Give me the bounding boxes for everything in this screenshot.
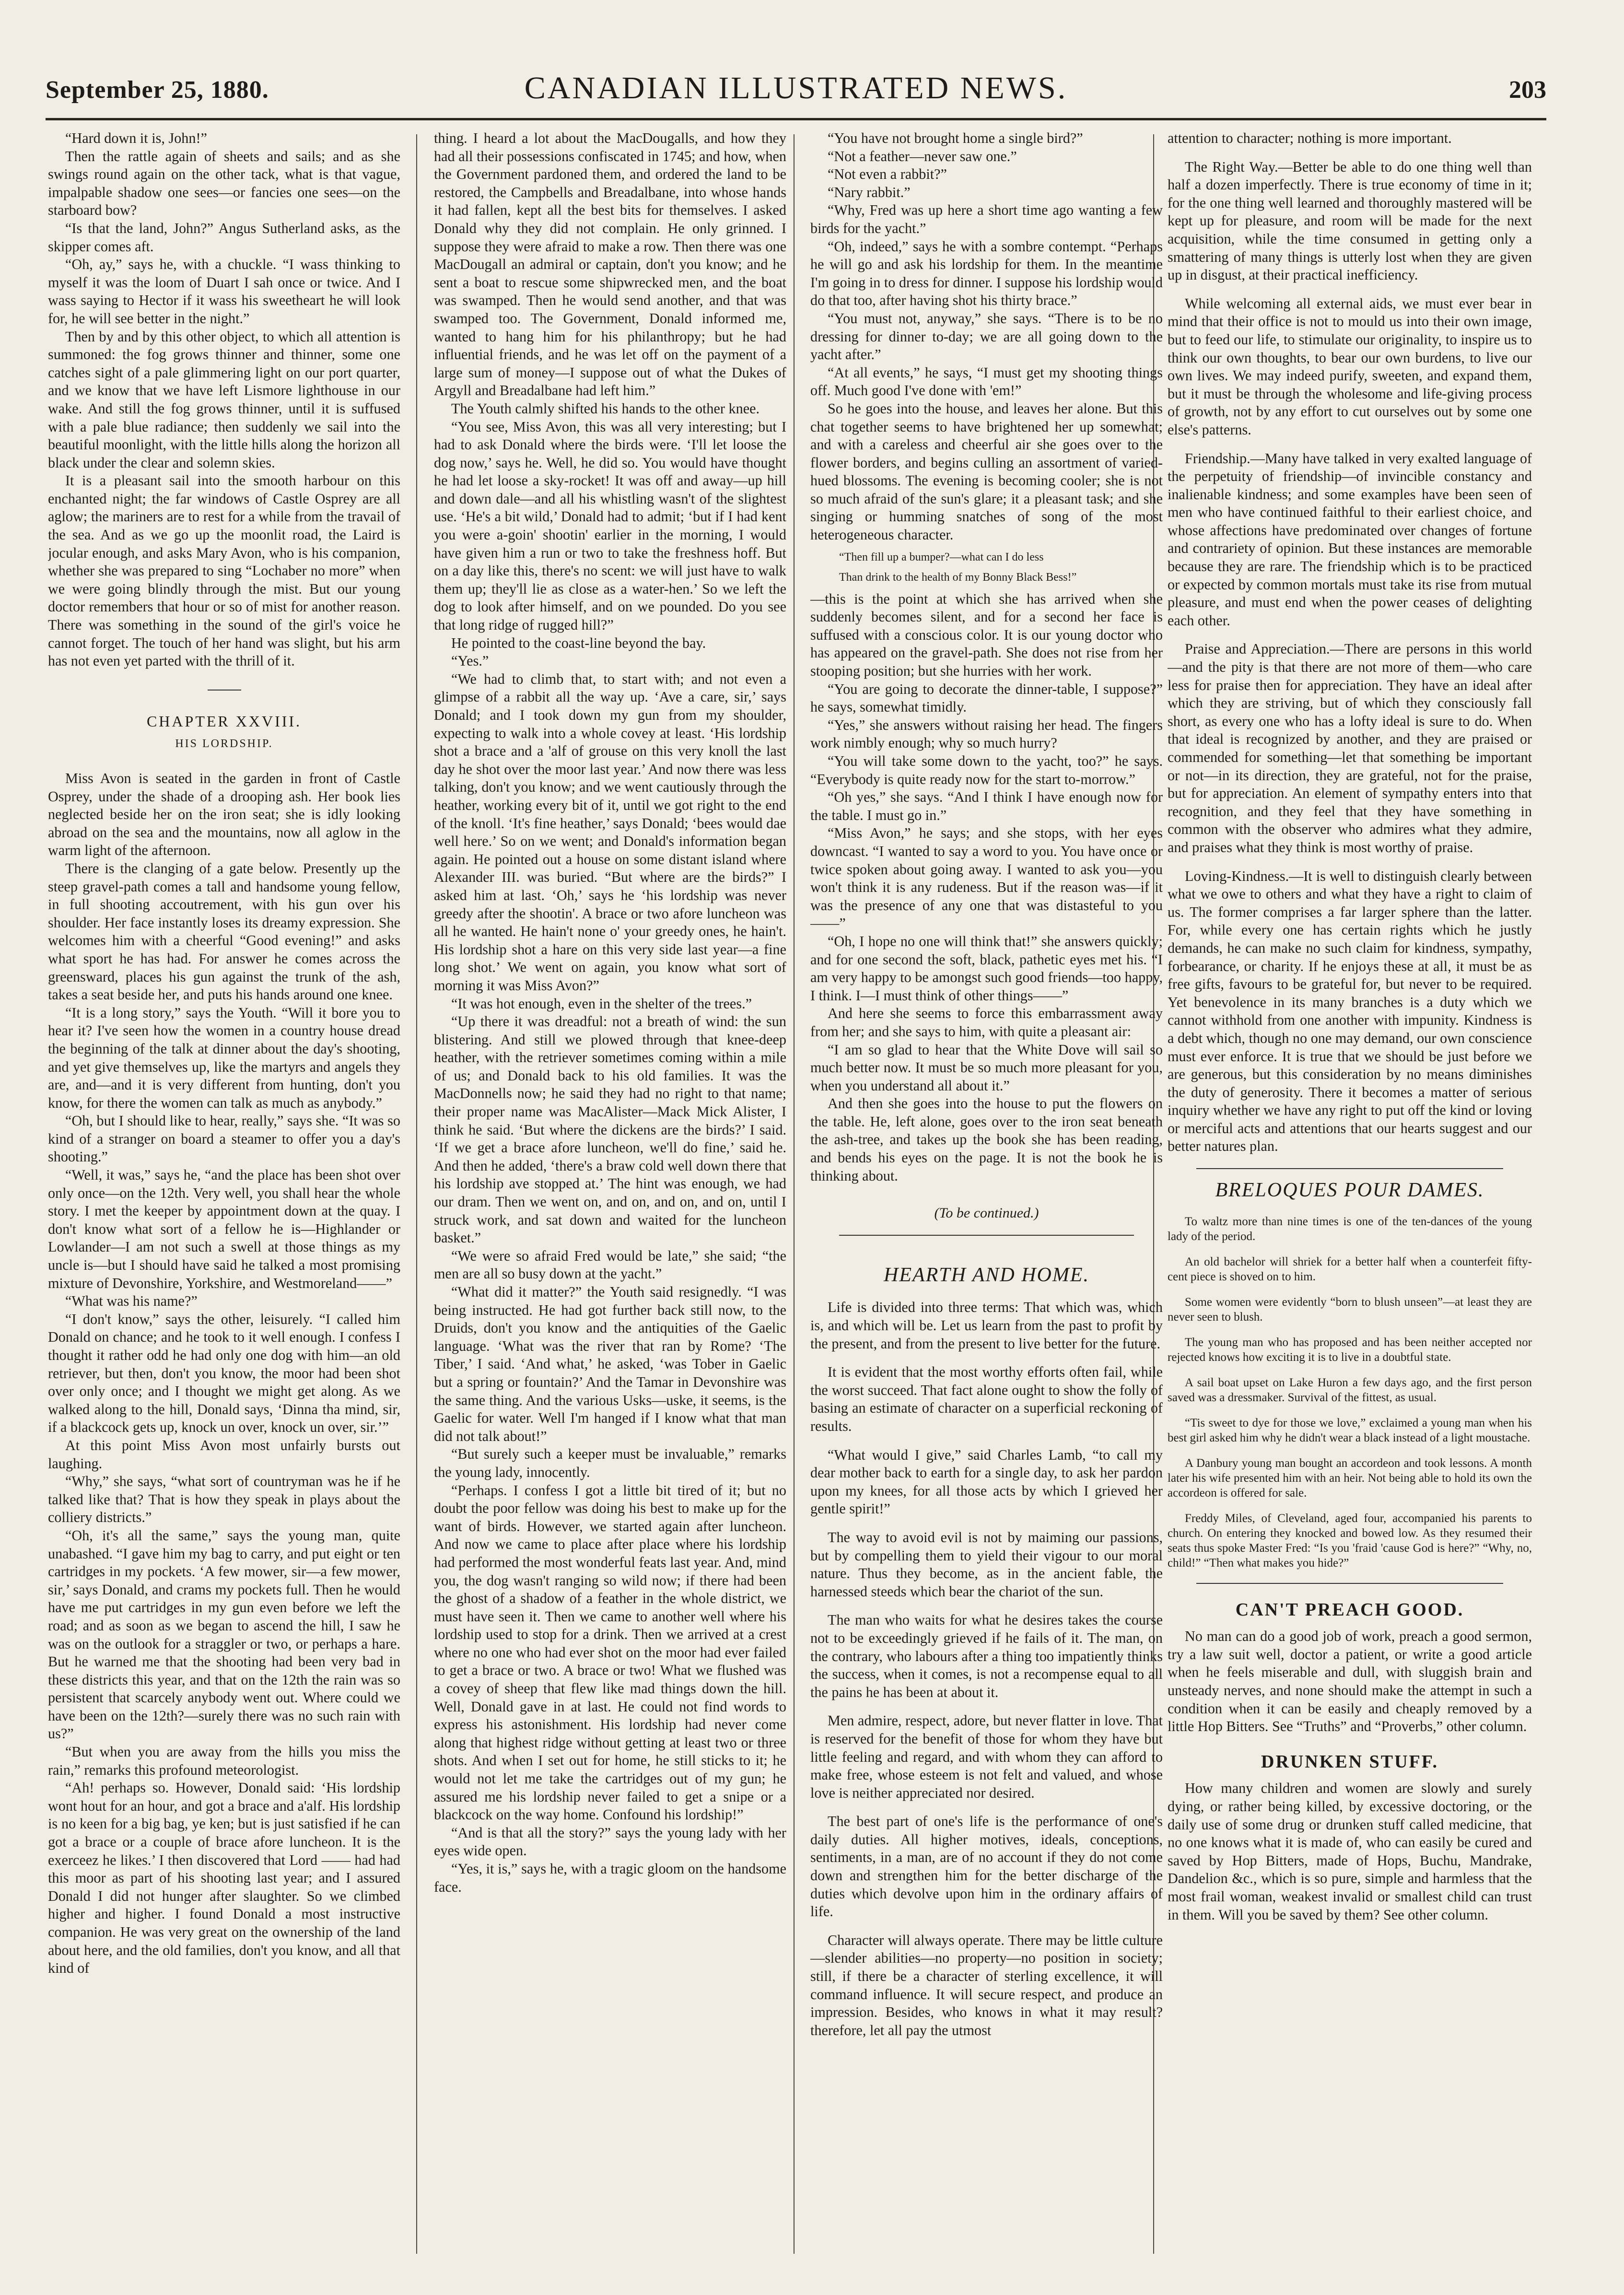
paragraph: “Yes.” [451, 653, 489, 669]
paragraph: The man who waits for what he desires takes the course not to be exceedingly grieved if he fails of it. The man, on the contrary, who labours after a thing too impatiently thinks the success, when it comes, is not a recompense equal to all the pains he has been at about it. [810, 1612, 1163, 1700]
paragraph: “We had to climb that, to start with; and not even a glimpse of a rabbit all the way up. ‘Ave a care, sir,’ says Donald; and I took down my gun from my shoulder, expecting to walk into a whole covey at least. ‘His lordship shot a brace and a 'alf of grouse on this very knoll the last day he shot over the moor last year.’ And now there was less talking, don't you know; and we went cautiously through the heather, working every bit of it, until we got right to the end of the knoll. ‘It's fine heather,’ says Donald; ‘bees would dae well here.’ So on we went; and Donald's information began again. He pointed out a house on some distant island where Alexander III. was buried. “But where are the birds?” I asked him at last. ‘Oh,’ says he ‘his lordship was never greedy after the shootin'. A brace or two afore luncheon was all he wanted. He hain't none o' your greedy ones, he hain't. His lordship shot a hare on this very side last year—a fine long shot.’ We went on again, you know what sort of morning it was Miss Avon?” [434, 670, 786, 994]
paragraph: “You must not, anyway,” she says. “There is to be no dressing for dinner to-day; we are all going down to the yacht after.” [810, 310, 1163, 363]
section-heading-cant-preach-good: CAN'T PREACH GOOD. [1235, 1599, 1464, 1620]
paragraph: A sail boat upset on Lake Huron a few days ago, and the first person saved was a dressmaker. Survival of the fittest, as usual. [1168, 1376, 1532, 1404]
chapter-subheading: HIS LORDSHIP. [175, 738, 273, 750]
paragraph: The way to avoid evil is not by maiming our passions, but by compelling them to yield their vigour to our moral nature. Thus they become, as in the ancient fable, the harnessed steeds which bear the chariot of the sun. [810, 1529, 1163, 1600]
paragraph: Then by and by this other object, to which all attention is summoned: the fog grows thinner and thinner, some one catches sight of a pale glimmering light on our port quarter, and we know that we have left Lismore lighthouse in our wake. And still the fog grows thinner, until it is suffused with a pale blue radiance; then suddenly we sail into the beautiful moonlight, with the little hills along the horizon all black under the clear and solemn skies. [48, 328, 400, 471]
paragraph: “Why,” she says, “what sort of countryman was he if he talked like that? That is how they speak in plays about the colliery districts.” [48, 1473, 400, 1526]
paragraph: “Oh, indeed,” says he with a sombre contempt. “Perhaps he will go and ask his lordship for them. In the meantime I'm going in to dress for dinner. I suppose his lordship would do that too, after having shot his thirty brace.” [810, 238, 1163, 309]
column-divider [416, 134, 417, 2254]
paragraph: “But surely such a keeper must be invaluable,” remarks the young lady, innocently. [434, 1446, 786, 1480]
paragraph: “Tis sweet to dye for those we love,” exclaimed a young man when his best girl asked him why he didn't wear a black instead of a light moustache. [1168, 1416, 1532, 1444]
paragraph: The best part of one's life is the performance of one's daily duties. All higher motives, ideals, conceptions, sentiments, in a man, are of no account if they do not come down and strengthen him for the better discharge of the duties which devolve upon him in the ordinary affairs of life. [810, 1813, 1163, 1920]
section-heading-hearth-and-home: HEARTH AND HOME. [883, 1264, 1090, 1286]
paragraph: Men admire, respect, adore, but never flatter in love. That is reserved for the benefit of those for whom they have but little feeling and regard, and with whom they can afford to make free, whose esteem is not felt and valued, and whose love is neither appreciated nor desired. [810, 1712, 1163, 1801]
page-number: 203 [1509, 76, 1546, 104]
paragraph: thing. I heard a lot about the MacDougalls, and how they had all their possessions confiscated in 1745; and how, when the Government pardoned them, and ordered the land to be restored, the Campbells and Breadalbane, into whose hands it had fallen, kept all the best bits for themselves. I asked Donald why they did not complain. He only grinned. I suppose they were afraid to make a row. Then there was one MacDougall an admiral or captain, don't you know; and he sent a boat to rescue some shipwrecked men, and the boat was swamped. Then he would send another, and that was swamped too. The Government, Donald informed me, wanted to hang him for his philanthropy; but he had influential friends, and he was let off on the payment of a large sum of money—I suppose out of what the Dukes of Argyll and Breadalbane had left him.” [434, 130, 786, 399]
paragraph: “Not a feather—never saw one.” [828, 148, 1017, 164]
paragraph: “Miss Avon,” he says; and she stops, with her eyes downcast. “I wanted to say a word to you. You have once or twice spoken about going away. I wanted to ask you—you won't think it is any rudeness. But if the reason was—if it was the presence of any one that was distasteful to you——” [810, 825, 1163, 932]
newspaper-title: CANADIAN ILLUSTRATED NEWS. [524, 70, 1068, 105]
paragraph: To waltz more than nine times is one of the ten-dances of the young lady of the period. [1168, 1215, 1532, 1243]
paragraph: “Oh, ay,” says he, with a chuckle. “I wass thinking to myself it was the loom of Duart I sah once or twice. And I wass saying to Hector if it wass his sweetheart he will look for, he will see better in the night.” [48, 256, 400, 327]
paragraph: Then the rattle again of sheets and sails; and as she swings round again on the other tack, what is that vague, impalpable shadow one sees—or fancies one sees—on the starboard bow? [48, 148, 400, 219]
paragraph: “And is that all the story?” says the young lady with her eyes wide open. [434, 1824, 786, 1859]
paragraph: While welcoming all external aids, we must ever bear in mind that their office is not to mould us into their own image, but to feed our life, to stimulate our originality, to inspire us to think our own thoughts, to bear our own burdens, to live our own lives. We may indeed purify, sweeten, and expand them, but it must be through the wholesome and life-giving process of growth, not by any effort to cut ourselves out by some one else's patterns. [1168, 295, 1532, 438]
paragraph: “Is that the land, John?” Angus Sutherland asks, as the skipper comes aft. [48, 220, 400, 255]
paragraph: A Danbury young man bought an accordeon and took lessons. A month later his wife presented him with an heir. Not being able to hold its own the accordeon is offered for sale. [1168, 1456, 1532, 1499]
issue-date: September 25, 1880. [46, 76, 269, 104]
paragraph: He pointed to the coast-line beyond the bay. [451, 634, 706, 651]
column-4 [1168, 129, 1532, 2259]
paragraph: Freddy Miles, of Cleveland, aged four, accompanied his parents to church. On entering they knocked and bowed low. As they resumed their seats thus spoke Master Fred: “Is you 'fraid 'cause God is here?” “Why, no, child!” “Then what makes you hide?” [1168, 1511, 1532, 1569]
paragraph: Life is divided into three terms: That which was, which is, and which will be. Let us learn from the past to profit by the present, and from the present to live better for the future. [810, 1299, 1163, 1352]
paragraph: Loving-Kindness.—It is well to distinguish clearly between what we owe to others and what they have a right to claim of us. The former comprises a far larger sphere than the latter. For, while every one has certain rights which he justly demands, he can make no such claim for kindness, sympathy, forbearance, or charity. If he enjoys these at all, it must be as free gifts, favours to be grateful for, but never to be required. Yet benevolence in its many branches is a duty which we cannot withhold from one another with impunity. Kindness is a debt which, though no one may demand, our own conscience must ever enforce. It is true that we should be just before we are generous, but this consideration by no means diminishes the duty of generosity. There it becomes a matter of serious inquiry whether we have any right to put off the kind or loving or merciful acts and attentions that our hearts suggest and our better natures plan. [1168, 867, 1532, 1155]
paragraph: “I am so glad to hear that the White Dove will sail so much better now. It must be so much more pleasant for you, when you understand all about it.” [810, 1041, 1163, 1094]
section-heading-drunken-stuff: DRUNKEN STUFF. [1261, 1751, 1438, 1772]
paragraph: “What would I give,” said Charles Lamb, “to call my dear mother back to earth for a single day, to ask her pardon upon my knees, for all those acts by which I grieved her gentle spirit!” [810, 1446, 1163, 1517]
paragraph: At this point Miss Avon most unfairly bursts out laughing. [48, 1437, 400, 1472]
verse-line: Than drink to the health of my Bonny Black Bess!” [839, 571, 1077, 584]
paragraph: And here she seems to force this embarrassment away from her; and she says to him, with quite a pleasant air: [810, 1005, 1163, 1040]
paragraph: “But when you are away from the hills you miss the rain,” remarks this profound meteorologist. [48, 1744, 400, 1778]
paragraph: It is a pleasant sail into the smooth harbour on this enchanted night; the far windows of Castle Osprey are all aglow; the mariners are to rest for a while from the travail of the sea. And as we go up the moonlit road, the Laird is jocular enough, and asks Mary Avon, who is his companion, whether she was prepared to sing “Lochaber no more” when we were going blindly through the mist. But our young doctor remembers that hour or so of mist for another reason. There was something in the sound of the girl's voice he cannot forget. The touch of her hand was slight, but his arm has not even yet parted with the thrill of it. [48, 472, 400, 669]
paragraph: Character will always operate. There may be little culture—slender abilities—no property—no position in society; still, if there be a character of sterling excellence, it will command influence. It will secure respect, and produce an impression. Besides, who knows in what it may result? therefore, let all pay the utmost [810, 1932, 1163, 2038]
paragraph: “Not even a rabbit?” [828, 166, 947, 183]
paragraph: “You are going to decorate the dinner-table, I suppose?” he says, somewhat timidly. [810, 680, 1163, 715]
paragraph: The Youth calmly shifted his hands to the other knee. [451, 400, 760, 417]
paragraph: And then she goes into the house to put the flowers on the table. He, left alone, goes over to the iron seat beneath the ash-tree, and takes up the book she has been reading, and bends his eyes on the page. It is not the book he is thinking about. [810, 1095, 1163, 1184]
chapter-heading: CHAPTER XXVIII. [146, 712, 302, 730]
section-divider [1196, 1168, 1503, 1169]
section-divider [1196, 1583, 1503, 1584]
paragraph: “You have not brought home a single bird?” [828, 130, 1083, 146]
paragraph: “Yes,” she answers without raising her head. The fingers work nimbly enough; why so much hurry? [810, 716, 1163, 751]
paragraph: It is evident that the most worthy efforts often fail, while the worst succeed. That fact alone ought to show the folly of basing an estimate of character on a superficial reckoning of results. [810, 1364, 1163, 1434]
paragraph: “What did it matter?” the Youth said resignedly. “I was being instructed. He had got further back still now, to the Druids, don't you know and the antiquities of the Gaelic language. ‘What was the river that ran by Rome? ‘The Tiber,’ I said. ‘And what,’ he asked, ‘was Tober in Gaelic but a spring or fountain?’ And the Tamar in Devonshire was the same thing. And the various Usks—uske, it seems, is the Gaelic for water. Well I'm hanged if I know what that man did not talk about!” [434, 1284, 786, 1444]
paragraph: “What was his name?” [65, 1293, 198, 1310]
paragraph: An old bachelor will shriek for a better half when a counterfeit fifty-cent piece is shoved on to him. [1168, 1255, 1532, 1283]
paragraph: Praise and Appreciation.—There are persons in this world—and the pity is that there are not more of them—who care less for praise then for appreciation. They have an ideal after which they are striving, but of which they consciously fall short, as every one who has a lofty ideal is sure to do. When that ideal is recognized by another, and they are praised or commended for something—let that something be important or not—in its direction, they are grateful, not for the praise, but for appreciation. An element of sympathy enters into that recognition, and they feel that they have something in common with the observer who admires what they admire, and praises what they think is most worthy of praise. [1168, 641, 1532, 855]
paragraph: The young man who has proposed and has been neither accepted nor rejected knows how exciting it is to live in a doubtful state. [1168, 1335, 1532, 1364]
paragraph: The Right Way.—Better be able to do one thing well than half a dozen imperfectly. There is true economy of time in it; for the one thing well learned and thoroughly mastered will be kept up for pleasure, and room will be made for the next acquisition, while the time consumed in getting only a smattering of many things is utterly lost when they are given up in disgust, at their practical inefficiency. [1168, 158, 1532, 283]
paragraph: How many children and women are slowly and surely dying, or rather being killed, by excessive doctoring, or the daily use of some drug or drunken stuff called medicine, that no one knows what it is made of, who can easily be cured and saved by Hop Bitters, made of Hops, Buchu, Mandrake, Dandelion &c., which is so pure, simple and harmless that the most frail woman, weakest invalid or smallest child can trust in them. Will you be saved by them? See other column. [1168, 1780, 1532, 1923]
paragraph: —this is the point at which she has arrived when she suddenly becomes silent, and for a second her face is suffused with a conscious color. It is our young doctor who has appeared on the gravel-path. She does not rise from her stooping position; but she hurries with her work. [810, 590, 1163, 679]
column-1 [48, 129, 400, 2259]
section-divider [208, 690, 241, 691]
paragraph: “Oh, it's all the same,” says the young man, quite unabashed. “I gave him my bag to carry, and put eight or ten cartridges in my pockets. ‘A few mower, sir—a few mower, sir,’ says Donald, and crams my pockets full. Then he would have me put cartridges in my gun even before we left the road; and as soon as we began to ascend the hill, I saw he was on the outlook for a straggler or two, or perhaps a hare. But he warned me that the shooting had been very bad in these districts this year, and that on the 12th the rain was so persistent that scarcely anybody went out. Where could we have been on the 12th?—surely there was no such rain with us?” [48, 1527, 400, 1742]
paragraph: “We were so afraid Fred would be late,” she said; “the men are all so busy down at the yacht.” [434, 1247, 786, 1282]
paragraph: “Oh yes,” she says. “And I think I have enough now for the table. I must go in.” [810, 789, 1163, 823]
continued-note: (To be continued.) [934, 1205, 1039, 1221]
paragraph: “Yes, it is,” says he, with a tragic gloom on the handsome face. [434, 1861, 786, 1895]
masthead [46, 61, 1546, 120]
paragraph: So he goes into the house, and leaves her alone. But this chat together seems to have brightened her up somewhat; and with a careless and cheerful air she goes over to the flower borders, and begins culling an assortment of varied-hued blossoms. The evening is becoming cooler; she is not so much afraid of the sun's glare; it a pleasant task; and she singing or humming snatches of song of the most heterogeneous character. [810, 400, 1163, 543]
paragraph: Some women were evidently “born to blush unseen”—at least they are never seen to blush. [1168, 1295, 1532, 1323]
paragraph: “You will take some down to the yacht, too?” he says. “Everybody is quite ready now for the start to-morrow.” [810, 753, 1163, 787]
paragraph: “Ah! perhaps so. However, Donald said: ‘His lordship wont hout for an hour, and got a brace and a'alf. His lordship is no keen for a big bag, ye ken; but is just satisfied if he can got a brace or a couple of brace afore luncheon. It is the exerceez he likes.’ I then discovered that Lord —— had had this moor as part of his shooting last year; and I assured Donald I did not hunger after slaughter. So we climbed higher and higher. I found Donald a most instructive companion. He was very great on the ownership of the land about here, and the old families, don't you know, and all that kind of [48, 1780, 400, 1977]
paragraph: “Why, Fred was up here a short time ago wanting a few birds for the yacht.” [810, 202, 1163, 236]
paragraph: “Oh, but I should like to hear, really,” says she. “It was so kind of a stranger on board a steamer to offer you a day's shooting.” [48, 1112, 400, 1165]
paragraph: “At all events,” he says, “I must get my shooting things off. Much good I've done with 'em!” [810, 364, 1163, 399]
paragraph: attention to character; nothing is more important. [1168, 130, 1452, 146]
paragraph: “It was hot enough, even in the shelter of the trees.” [451, 995, 752, 1012]
paragraph: No man can do a good job of work, preach a good sermon, try a law suit well, doctor a patient, or write a good article when he feels miserable and dull, with sluggish brain and unsteady nerves, and none should make the attempt in such a condition when it can be easily and cheaply removed by a little Hop Bitters. See “Truths” and “Proverbs,” other column. [1168, 1628, 1532, 1735]
paragraph: “You see, Miss Avon, this was all very interesting; but I had to ask Donald where the birds were. ‘I'll let loose the dog now,’ says he. Well, he did so. You would have thought he had let loose a sky-rocket! It was off and away—up hill and down dale—and all his whistling wasn't of the slightest use. ‘He's a bit wild,’ Donald had to admit; ‘but if I had kent you were a-goin' shootin' earlier in the morning, I would have given him a run or two to take the freshness hoff. But on a day like this, there's no scent: we will just have to walk them up; they'll lie as close as a water-hen.’ So we left the dog to look after himself, and on we pounded. Do you see that long ridge of rugged hill?” [434, 418, 786, 633]
paragraph: There is the clanging of a gate below. Presently up the steep gravel-path comes a tall and handsome young fellow, in full shooting accoutrement, with his gun over his shoulder. Her face instantly loses its dreamy expression. She welcomes him with a cheerful “Good evening!” and asks what sport he has had. For answer he comes across the greensward, places his gun against the trunk of the ash, takes a seat beside her, and puts his hands around one knee. [48, 860, 400, 1003]
paragraph: “Up there it was dreadful: not a breath of wind: the sun blistering. And still we plowed through that knee-deep heather, with the retriever sometimes coming within a mile of us; and Donald back to his old families. It was the MacDonnells now; he said they had no right to that name; their proper name was MacAlister—Mack Mick Alister, I think he said. ‘But where the dickens are the birds?’ I said. ‘If we get a brace afore luncheon, we'll do fine,’ said he. And then he added, ‘there's a braw cold well down there that his lordship ave stopped at.’ The hint was enough, we had our dram. Then we went on, and on, and on, and on, until I struck work, and sat down and waited for the luncheon basket.” [434, 1013, 786, 1246]
column-3 [810, 129, 1163, 2259]
paragraph: “Perhaps. I confess I got a little bit tired of it; but no doubt the poor fellow was doing his best to make up for the want of birds. However, we started again after luncheon. And now we came to place after place where his lordship had performed the most wonderful feats last year. And, mind you, the dog wasn't ranging so wild now; if there had been the ghost of a shadow of a feather in the whole district, we must have seen it. Then we came to another well where his lordship used to stop for a drink. Then we arrived at a crest where no one who had ever shot on the moor had ever failed to get a brace or two. A brace or two! What we flushed was a covey of sheep that flew like mad things down the hill. Well, Donald gave in at last. He could not find words to express his astonishment. His lordship had never come along that highest ridge without getting at least two or three shots. And when I set out for home, he still sticks to it; he would not let me take the cartridges out of my gun; he assured me his lordship never failed to get a snipe or a blackcock on the way home. Confound his lordship!” [434, 1482, 786, 1823]
paragraph: “Oh, I hope no one will think that!” she answers quickly; and for one second the soft, black, pathetic eyes met his. “I am very happy to be amongst such good friends—too happy, I think. I—I must think of other things——” [810, 933, 1163, 1004]
paragraph: “I don't know,” says the other, leisurely. “I called him Donald on chance; and he took to it well enough. I confess I thought it rather odd he had only one dog with him—an old retriever, but then, don't you know, the moor had been shot over only once; and I thought we might get along. As we walked along to the hill, Donald says, ‘Dinna tha mind, sir, if a blackcock gets up, knock un over, knock un over, sir.’” [48, 1311, 400, 1436]
paragraph: “Nary rabbit.” [828, 184, 911, 200]
paragraph: “It is a long story,” says the Youth. “Will it bore you to hear it? I've seen how the women in a country house dread the beginning of the talk at dinner about the day's shooting, and yet give themselves up, like the martyrs and angels they are, and—and it is very different from hunting, don't you know, for there the women can talk as much as anybody.” [48, 1004, 400, 1111]
section-heading-breloques: BRELOQUES POUR DAMES. [1215, 1179, 1484, 1202]
verse-line: “Then fill up a bumper?—what can I do less [839, 550, 1044, 563]
section-divider [839, 1235, 1134, 1236]
column-2 [434, 129, 786, 2259]
paragraph: Friendship.—Many have talked in very exalted language of the perpetuity of friendship—of invincible constancy and inalienable kindness; and some examples have been seen of men who have continued faithful to their earliest choice, and whose affections have predominated over changes of fortune and contrariety of opinion. But these instances are memorable because they are rare. The friendship which is to be practiced or expected by common mortals must take its rise from mutual pleasure, and must end when the power ceases of delighting each other. [1168, 450, 1532, 629]
paragraph: “Hard down it is, John!” [65, 130, 207, 146]
paragraph: Miss Avon is seated in the garden in front of Castle Osprey, under the shade of a drooping ash. Her book lies neglected beside her on the iron seat; she is idly looking abroad on the sea and the mountains, now all aglow in the warm light of the afternoon. [48, 770, 400, 859]
paragraph: “Well, it was,” says he, “and the place has been shot over only once—on the 12th. Very well, you shall hear the whole story. I met the keeper by appointment down at the quay. I don't know what sort of a fellow he is—Highlander or Lowlander—I am not such a swell at those things as my uncle is—but I should have said he talked a most promising mixture of Devonshire, Yorkshire, and Westmoreland——” [48, 1167, 400, 1291]
